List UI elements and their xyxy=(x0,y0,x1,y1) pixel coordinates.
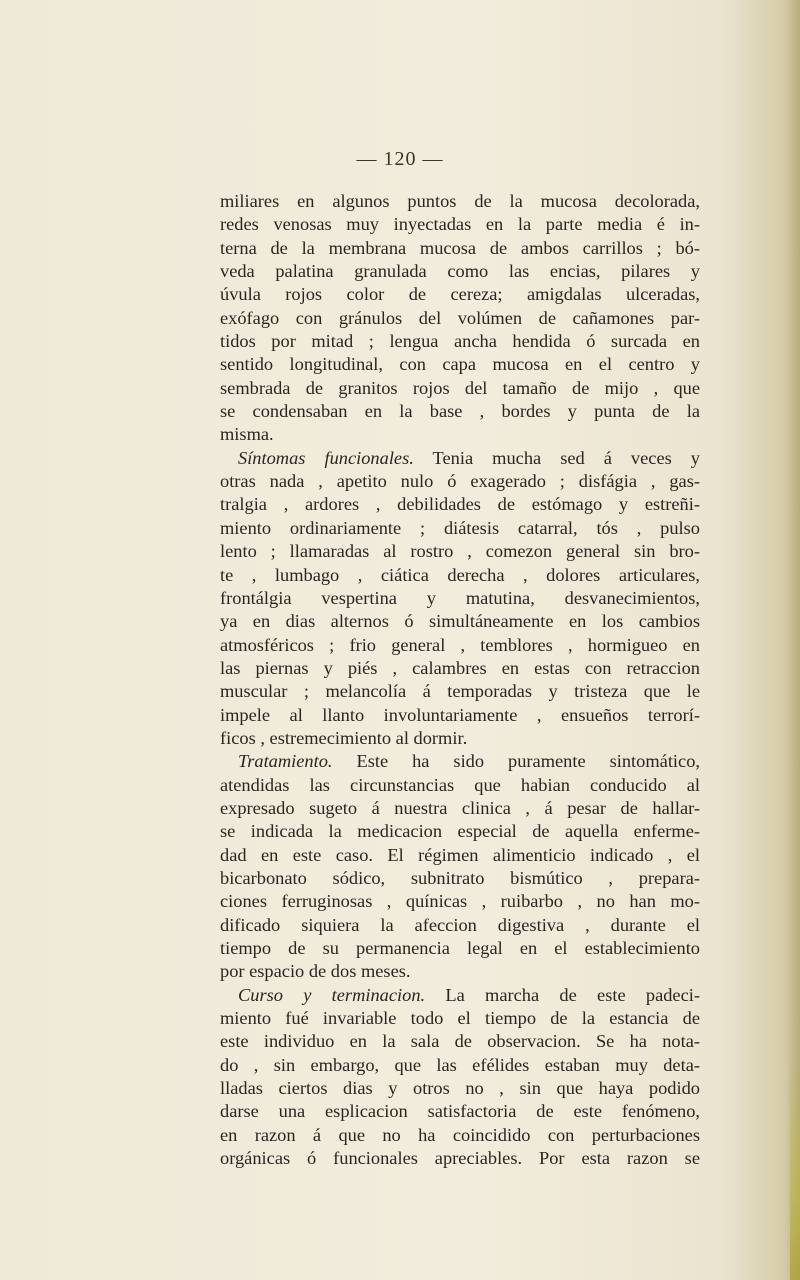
section-heading-line xyxy=(220,984,700,1007)
text-line: redes venosas muy inyectadas en la parte media é in- xyxy=(220,214,700,235)
text-line: orgánicas ó funcionales apreciables. Por esta razon se xyxy=(220,1148,700,1169)
text-line: ficos , estremecimiento al dormir. xyxy=(220,727,468,748)
text-line: veda palatina granulada como las encias, pilares y xyxy=(220,261,700,282)
page-edge-stain xyxy=(790,1060,800,1280)
text-line: dad en este caso. El régimen alimenticio indicado , el xyxy=(220,844,700,865)
text-line: úvula rojos color de cereza; amigdalas ulceradas, xyxy=(220,284,700,305)
body-text xyxy=(220,190,700,1170)
text-line: frontálgia vespertina y matutina, desvanecimientos, xyxy=(220,587,700,608)
text-span: La marcha de este padeci- xyxy=(425,984,700,1005)
section-label-tratamiento: Tratamiento. xyxy=(238,751,333,772)
text-line: miento ordinariamente ; diátesis catarral, tós , pulso xyxy=(220,517,700,538)
text-line: expresado sugeto á nuestra clinica , á pesar de hallar- xyxy=(220,797,700,818)
text-line: terna de la membrana mucosa de ambos carrillos ; bó- xyxy=(220,237,700,258)
text-line: dificado siquiera la afeccion digestiva , durante el xyxy=(220,914,700,935)
section-label-sintomas: Síntomas funcionales. xyxy=(238,447,414,468)
text-line: lladas ciertos dias y otros no , sin que haya podido xyxy=(220,1078,700,1099)
text-line: ciones ferruginosas , quínicas , ruibarbo , no han mo- xyxy=(220,891,700,912)
text-line: se condensaban en la base , bordes y punta de la xyxy=(220,401,700,422)
text-line: misma. xyxy=(220,424,274,445)
section-label-curso: Curso y terminacion. xyxy=(238,984,426,1005)
section-heading-line xyxy=(220,447,700,470)
text-line: lento ; llamaradas al rostro , comezon general sin bro- xyxy=(220,541,700,562)
text-line: se indicada la medicacion especial de aquella enferme- xyxy=(220,821,700,842)
text-line: tidos por mitad ; lengua ancha hendida ó surcada en xyxy=(220,331,700,352)
text-line: tralgia , ardores , debilidades de estómago y estreñi- xyxy=(220,494,700,515)
section-heading-line xyxy=(220,750,700,773)
text-line: sentido longitudinal, con capa mucosa en el centro y xyxy=(220,354,700,375)
text-span: Tenia mucha sed á veces y xyxy=(413,447,700,468)
text-line: miento fué invariable todo el tiempo de la estancia de xyxy=(220,1008,700,1029)
text-line: otras nada , apetito nulo ó exagerado ; disfágia , gas- xyxy=(220,471,700,492)
text-line: do , sin embargo, que las efélides estaban muy deta- xyxy=(220,1054,700,1075)
text-line: te , lumbago , ciática derecha , dolores articulares, xyxy=(220,564,700,585)
text-line: miliares en algunos puntos de la mucosa decolorada, xyxy=(220,191,700,211)
page-number: — 120 — xyxy=(356,148,444,170)
text-line: atendidas las circunstancias que habian conducido al xyxy=(220,774,700,795)
text-span: Este ha sido puramente sintomático, xyxy=(332,751,700,772)
text-line: exófago con gránulos del volúmen de cañamones par- xyxy=(220,307,700,328)
text-line: en razon á que no ha coincidido con perturbaciones xyxy=(220,1124,700,1145)
text-line: atmosféricos ; frio general , temblores , hormigueo en xyxy=(220,634,700,655)
text-line: sembrada de granitos rojos del tamaño de mijo , que xyxy=(220,377,700,398)
text-line: por espacio de dos meses. xyxy=(220,961,411,982)
text-line: tiempo de su permanencia legal en el establecimiento xyxy=(220,938,700,958)
text-line: ya en dias alternos ó simultáneamente en los cambios xyxy=(220,611,700,632)
text-line: impele al llanto involuntariamente , ensueños terrorí- xyxy=(220,704,700,725)
text-line: las piernas y piés , calambres en estas con retraccion xyxy=(220,657,700,678)
text-line: muscular ; melancolía á temporadas y tristeza que le xyxy=(220,681,700,702)
text-line: darse una esplicacion satisfactoria de este fenómeno, xyxy=(220,1101,700,1122)
text-line: este individuo en la sala de observacion. Se ha nota- xyxy=(220,1031,700,1052)
text-line: bicarbonato sódico, subnitrato bismútico , prepara- xyxy=(220,867,700,888)
